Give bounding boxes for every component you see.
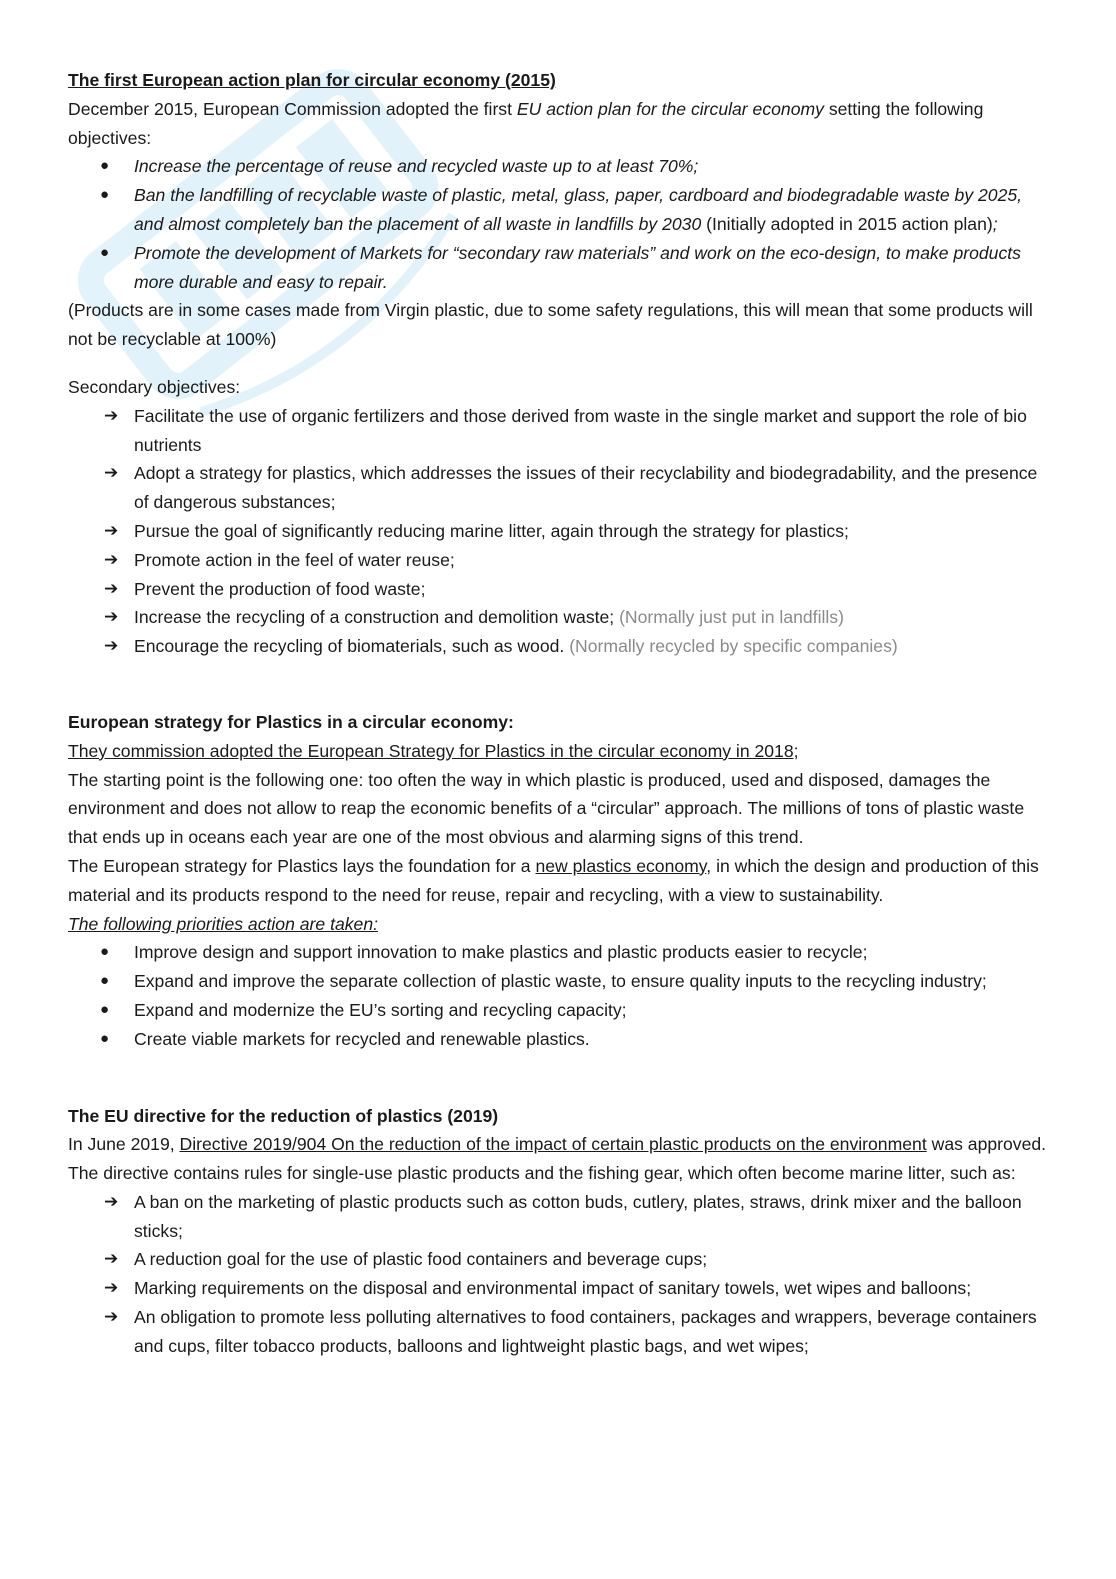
list-item: ● Promote the development of Markets for “secondary raw materials” and work on the eco-design, to make products more durable and easy to repair. bbox=[68, 239, 1048, 297]
document-page bbox=[68, 66, 1048, 1361]
arrow-icon: ➔ bbox=[104, 1307, 119, 1327]
arrow-icon: ➔ bbox=[104, 1278, 119, 1298]
arrow-icon: ➔ bbox=[104, 636, 119, 656]
list-item: ➔ Prevent the production of food waste; bbox=[68, 575, 1048, 604]
bullet-icon: ● bbox=[100, 972, 110, 990]
arrow-icon: ➔ bbox=[104, 520, 119, 540]
arrow-icon: ➔ bbox=[104, 1249, 119, 1269]
section-intro-action-plan: December 2015, European Commission adopted the first EU action plan for the circular economy setting the following objectives: bbox=[68, 98, 984, 148]
list-item: ● Ban the landfilling of recyclable waste of plastic, metal, glass, paper, cardboard and biodegradable waste by 2025, and almost completely ban the placement of all waste in landfills by 2030 (Initially adopted in 2015 action plan); bbox=[68, 181, 1048, 239]
note-paragraph: (Products are in some cases made from Virgin plastic, due to some safety regulations, this will mean that some products will not be recyclable at 100%) bbox=[68, 300, 1033, 350]
section-title-plastics-strategy: European strategy for Plastics in a circular economy: bbox=[68, 711, 514, 732]
list-item: ➔ Facilitate the use of organic fertilizers and those derived from waste in the single market and support the role of bio nutrients bbox=[68, 402, 1048, 460]
bullet-icon: ● bbox=[100, 943, 110, 961]
list-item: ● Expand and improve the separate collection of plastic waste, to ensure quality inputs to the recycling industry; bbox=[68, 967, 1048, 996]
paragraph-starting-point: The starting point is the following one: too often the way in which plastic is produced, used and disposed, damages the environment and does not allow to reap the economic benefits of a “circular” approach. The millions of tons of plastic waste that ends up in oceans each year are one of the most obvious and alarming signs of this trend. bbox=[68, 769, 1025, 848]
list-item: ● Expand and modernize the EU’s sorting and recycling capacity; bbox=[68, 996, 1048, 1025]
secondary-objectives-label: Secondary objectives: bbox=[68, 376, 241, 397]
section-title-action-plan: The first European action plan for circular economy (2015) bbox=[68, 70, 556, 90]
arrow-icon: ➔ bbox=[104, 578, 119, 598]
paragraph-foundation: The European strategy for Plastics lays the foundation for a new plastics economy, in which the design and production of this material and its products respond to the need for reuse, repair and recycling, with a view to sustainability. bbox=[68, 855, 1039, 905]
arrow-icon: ➔ bbox=[104, 1191, 119, 1211]
list-item: ➔ A ban on the marketing of plastic products such as cotton buds, cutlery, plates, straws, drink mixer and the balloon sticks; bbox=[68, 1188, 1048, 1246]
section-intro-directive: In June 2019, Directive 2019/904 On the reduction of the impact of certain plastic products on the environment was approved. The directive contains rules for single-use plastic products and the fishing gear, which often become marine litter, such as: bbox=[68, 1134, 1047, 1184]
section-subtitle: They commission adopted the European Strategy for Plastics in the circular economy in 2018; bbox=[68, 740, 799, 761]
arrow-icon: ➔ bbox=[104, 549, 119, 569]
list-item: ● Improve design and support innovation to make plastics and plastic products easier to recycle; bbox=[68, 938, 1048, 967]
arrow-icon: ➔ bbox=[104, 463, 119, 483]
bullet-icon: ● bbox=[100, 1029, 110, 1047]
list-item: ● Create viable markets for recycled and renewable plastics. bbox=[68, 1025, 1048, 1054]
arrow-icon: ➔ bbox=[104, 607, 119, 627]
bullet-icon: ● bbox=[100, 1000, 110, 1018]
bullet-icon: ● bbox=[100, 243, 110, 261]
list-item: ➔ Adopt a strategy for plastics, which addresses the issues of their recyclability and biodegradability, and the presence of dangerous substances; bbox=[68, 459, 1048, 517]
priorities-list bbox=[68, 938, 1048, 1053]
list-item: ● Increase the percentage of reuse and recycled waste up to at least 70%; bbox=[68, 152, 1048, 181]
secondary-objectives-list bbox=[68, 402, 1048, 661]
list-item: ➔ An obligation to promote less polluting alternatives to food containers, packages and wrappers, beverage containers and cups, filter tobacco products, balloons and lightweight plastic bags, and wet wipes; bbox=[68, 1303, 1048, 1361]
list-item: ➔ Increase the recycling of a construction and demolition waste; (Normally just put in landfills) bbox=[68, 603, 1048, 632]
list-item: ➔ Marking requirements on the disposal and environmental impact of sanitary towels, wet wipes and balloons; bbox=[68, 1274, 1048, 1303]
list-item: ➔ Encourage the recycling of biomaterials, such as wood. (Normally recycled by specific companies) bbox=[68, 632, 1048, 661]
list-item: ➔ A reduction goal for the use of plastic food containers and beverage cups; bbox=[68, 1245, 1048, 1274]
directive-rules-list bbox=[68, 1188, 1048, 1361]
bullet-icon: ● bbox=[100, 157, 110, 175]
list-item: ➔ Promote action in the feel of water reuse; bbox=[68, 546, 1048, 575]
section-title-eu-directive: The EU directive for the reduction of plastics (2019) bbox=[68, 1105, 499, 1126]
priorities-label: The following priorities action are taken: bbox=[68, 913, 379, 934]
objectives-list bbox=[68, 152, 1048, 296]
arrow-icon: ➔ bbox=[104, 405, 119, 425]
list-item: ➔ Pursue the goal of significantly reducing marine litter, again through the strategy for plastics; bbox=[68, 517, 1048, 546]
bullet-icon: ● bbox=[100, 186, 110, 204]
